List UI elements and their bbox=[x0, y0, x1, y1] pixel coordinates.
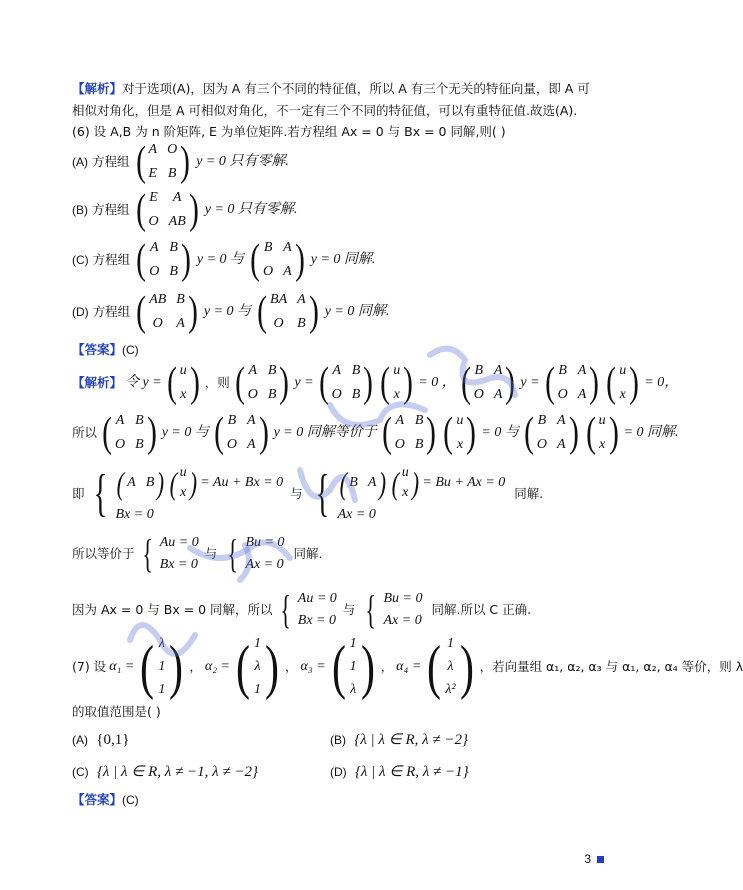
q7-option-a: (A) {0,1} bbox=[72, 732, 130, 748]
q6-c-pre: 方程组 bbox=[92, 252, 131, 267]
q6-b-pre: 方程组 bbox=[92, 202, 130, 217]
alpha-4-vector: ( 1 λ λ² ) bbox=[427, 634, 474, 700]
sol6-line-1: 【解析】 令 y = ( u x ) ，则 ( A B O B ) y = ( A B O B ) ( u x ) = 0 ， ( B A O A ) y = ( B A O A ) ( u x ) = 0， bbox=[72, 360, 679, 406]
page-number: 3 bbox=[584, 852, 604, 866]
q6-answer bbox=[72, 340, 139, 360]
q7-option-b: (B) {λ | λ ∈ R, λ ≠ −2} bbox=[330, 732, 468, 748]
q6-c-label: (C) bbox=[72, 253, 89, 267]
q6-d-post: y = 0 同解. bbox=[324, 304, 390, 319]
q7-option-c: (C) {λ | λ ∈ R, λ ≠ −1, λ ≠ −2} bbox=[72, 764, 258, 780]
sol6-line-4: 所以等价于 { Au = 0 Bx = 0 与 { Bu = 0 Ax = 0 同解. bbox=[72, 531, 323, 576]
matrix-ab-ob: ( A B O B ) bbox=[234, 360, 290, 406]
analysis-text: 对于选项(A)，因为 A 有三个不同的特征值，所以 A 有三个无关的特征向量，即 A 可相似对角化，但是 A 可相似对角化，不一定有三个不同的特征值，可以有重特征值.故选(A). bbox=[72, 81, 590, 118]
system-2: ( B A ) ( u x ) = Bu + Ax = 0 Ax = 0 bbox=[337, 465, 506, 522]
q6-option-a bbox=[72, 138, 289, 186]
analysis-paragraph bbox=[72, 78, 592, 122]
q6-d-pre: 方程组 bbox=[92, 304, 131, 319]
q7-answer: 【答案】(C) bbox=[72, 792, 139, 807]
q6-d-matrix-2: ( BA A O B ) bbox=[257, 289, 319, 335]
q6-option-c bbox=[72, 236, 375, 284]
q6-a-matrix: ( A O E B ) bbox=[135, 139, 191, 185]
question-6-stem: (6) 设 A,B 为 n 阶矩阵, E 为单位矩阵.若方程组 Ax = 0 与 Bx = 0 同解,则( ) bbox=[72, 124, 506, 139]
q6-b-label: (B) bbox=[72, 203, 88, 217]
question-7-stem-2: 的取值范围是( ) bbox=[72, 704, 161, 719]
q7-option-d: (D) {λ | λ ∈ R, λ ≠ −1} bbox=[330, 764, 469, 780]
alpha-3-vector: ( 1 1 λ ) bbox=[331, 634, 375, 700]
sol6-tag: 【解析】 bbox=[72, 375, 123, 390]
alpha-1-vector: ( λ 1 1 ) bbox=[140, 634, 184, 700]
vec-ux: ( u x ) bbox=[166, 360, 200, 406]
q6-d-label: (D) bbox=[72, 305, 89, 319]
q6-a-pre: 方程组 bbox=[92, 154, 130, 169]
q6-a-label: (A) bbox=[72, 155, 88, 169]
q6-c-matrix-2: ( B A O A ) bbox=[250, 237, 305, 283]
q6-d-mid: y = 0 与 bbox=[203, 304, 252, 319]
q6-c-post: y = 0 同解. bbox=[310, 252, 376, 267]
q6-c-matrix-1: ( A B O B ) bbox=[136, 237, 191, 283]
q6-answer-value: (C) bbox=[122, 343, 139, 357]
sol6-line-3: 即 { ( A B ) ( u x ) = Au + Bx = 0 Bx = 0 与 { ( B A ) ( u x ) = Bu + Ax = 0 Ax = 0 同解. bbox=[72, 462, 543, 526]
matrix-ba-oa: ( B A O A ) bbox=[460, 360, 516, 406]
sol6-line-5: 因为 Ax = 0 与 Bx = 0 同解，所以 { Au = 0 Bx = 0 与 { Bu = 0 Ax = 0 同解.所以 C 正确. bbox=[72, 587, 532, 632]
q6-b-post: y = 0 只有零解. bbox=[204, 202, 298, 217]
q6-option-b bbox=[72, 186, 297, 234]
q6-b-matrix: ( E A O AB ) bbox=[135, 187, 199, 233]
q6-a-post: y = 0 只有零解. bbox=[196, 154, 289, 169]
sol6-line-2: 所以 ( A B O B ) y = 0 与 ( B A O A ) y = 0 同解等价于 ( A B O B ) ( u x ) = 0 与 ( B A O A ) ( u x ) = 0 同解. bbox=[72, 410, 679, 456]
system-1: ( A B ) ( u x ) = Au + Bx = 0 Bx = 0 bbox=[115, 465, 284, 522]
q6-c-mid: y = 0 与 bbox=[196, 252, 245, 267]
q6-option-d bbox=[72, 288, 389, 336]
square-icon bbox=[597, 856, 604, 863]
q6-d-matrix-1: ( AB B O A ) bbox=[136, 289, 198, 335]
analysis-tag: 【解析】 bbox=[72, 81, 123, 96]
alpha-2-vector: ( 1 λ 1 ) bbox=[236, 634, 279, 700]
question-7-stem: (7) 设 α₁ = ( λ 1 1 ) ， α₂ = ( 1 λ 1 ) ， α₃ = ( 1 1 λ ) ， α₄ = ( 1 λ λ² ) ，若向量组 α₁, α₂, α₃ 与 α₁, α₂, α₄ 等价，则 λ bbox=[72, 634, 743, 700]
q6-answer-tag: 【答案】 bbox=[72, 342, 123, 357]
